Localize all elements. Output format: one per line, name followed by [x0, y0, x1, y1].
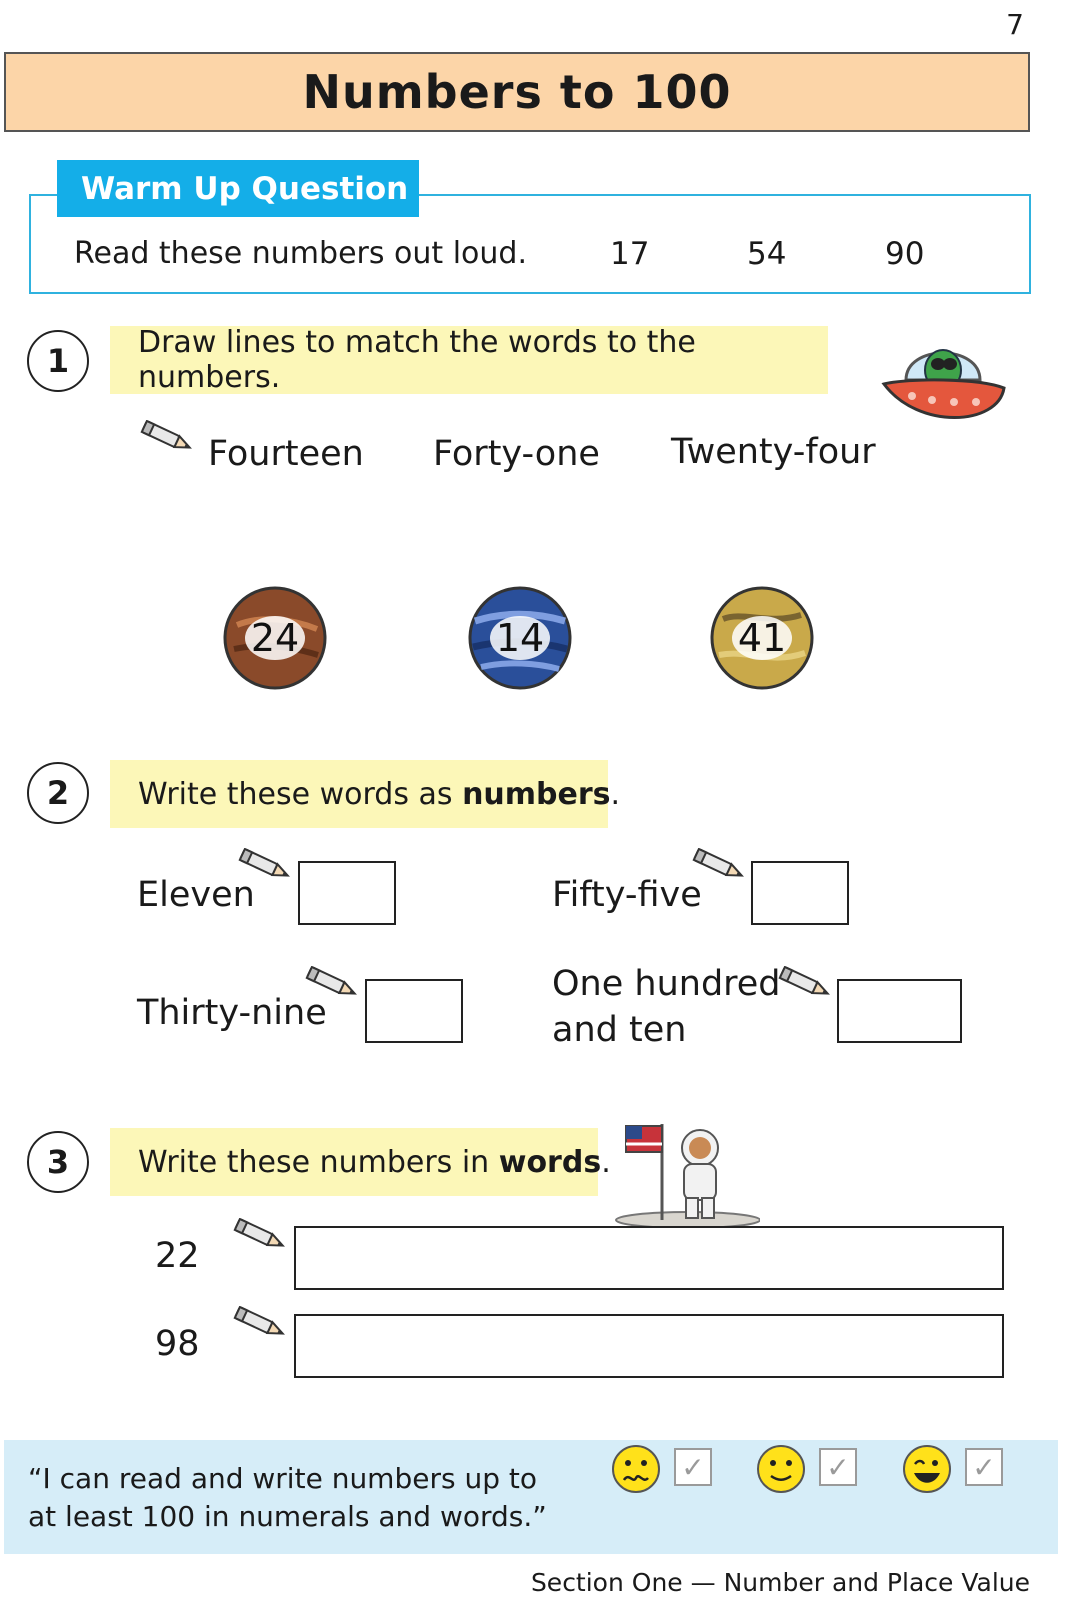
blue-planet-icon: [467, 585, 573, 691]
pencil-icon: [776, 966, 834, 1000]
warmup-number: 54: [747, 236, 787, 272]
planet-number: 41: [732, 616, 792, 660]
q2-instruction: [110, 760, 621, 828]
q3-instruction: [110, 1128, 611, 1196]
alien-spaceship-icon: [878, 322, 1010, 440]
answer-box[interactable]: [365, 979, 463, 1043]
planet-blue[interactable]: [467, 585, 573, 691]
title-bar: [4, 52, 1030, 132]
tick-box[interactable]: ✓: [965, 1448, 1003, 1486]
planet-gold[interactable]: [709, 585, 815, 691]
astronaut-icon: [608, 1116, 760, 1226]
warmup-number: 90: [885, 236, 925, 272]
q3-instruction-bold: words: [498, 1144, 602, 1180]
q2-word-line2: and ten: [552, 1010, 687, 1050]
pencil-icon: [231, 1306, 289, 1340]
pencil-icon: [138, 420, 196, 454]
q1-instruction: Draw lines to match the words to the numbers.: [110, 326, 828, 394]
answer-line-box[interactable]: [294, 1314, 1004, 1378]
brown-planet-icon: [222, 585, 328, 691]
answer-box[interactable]: [837, 979, 962, 1043]
answer-box[interactable]: [751, 861, 849, 925]
quote-line: at least 100 in numerals and words.”: [28, 1500, 547, 1533]
q3-number: 98: [155, 1324, 200, 1364]
gold-planet-icon: [709, 585, 815, 691]
q3-instruction-end: .: [601, 1144, 611, 1180]
question-number-2: 2: [27, 762, 89, 824]
q1-word: Fourteen: [208, 434, 364, 474]
warmup-label: Warm Up Question: [57, 160, 419, 217]
planet-number: 14: [490, 616, 550, 660]
self-assessment-quote: [28, 1460, 548, 1536]
q2-instruction-end: .: [610, 776, 621, 812]
q2-word: Eleven: [137, 875, 255, 915]
q2-word-line1: One hundred: [552, 964, 781, 1004]
page-number: 7: [1006, 8, 1024, 41]
answer-line-box[interactable]: [294, 1226, 1004, 1290]
planet-brown[interactable]: [222, 585, 328, 691]
pencil-icon: [231, 1218, 289, 1252]
neutral-face-icon: [756, 1444, 806, 1494]
sad-face-icon: [611, 1444, 661, 1494]
happy-face-icon: [902, 1444, 952, 1494]
answer-box[interactable]: [298, 861, 396, 925]
q1-word: Twenty-four: [671, 432, 876, 472]
q2-instruction-text: Write these words as: [138, 776, 463, 812]
quote-line: “I can read and write numbers up to: [28, 1462, 537, 1495]
warmup-instruction: Read these numbers out loud.: [74, 236, 527, 271]
question-number-1: 1: [27, 330, 89, 392]
warmup-number: 17: [610, 236, 650, 272]
section-footer: Section One — Number and Place Value: [530, 1568, 1030, 1597]
q3-number: 22: [155, 1236, 200, 1276]
question-number-3: 3: [27, 1131, 89, 1193]
tick-box[interactable]: ✓: [674, 1448, 712, 1486]
q3-instruction-text: Write these numbers in: [138, 1144, 499, 1180]
q1-word: Forty-one: [433, 434, 600, 474]
page-title: Numbers to 100: [302, 65, 732, 119]
q2-word: Thirty-nine: [137, 993, 327, 1033]
q2-word: Fifty-five: [552, 875, 702, 915]
planet-number: 24: [245, 616, 305, 660]
q2-instruction-bold: numbers: [462, 776, 611, 812]
tick-box[interactable]: ✓: [819, 1448, 857, 1486]
